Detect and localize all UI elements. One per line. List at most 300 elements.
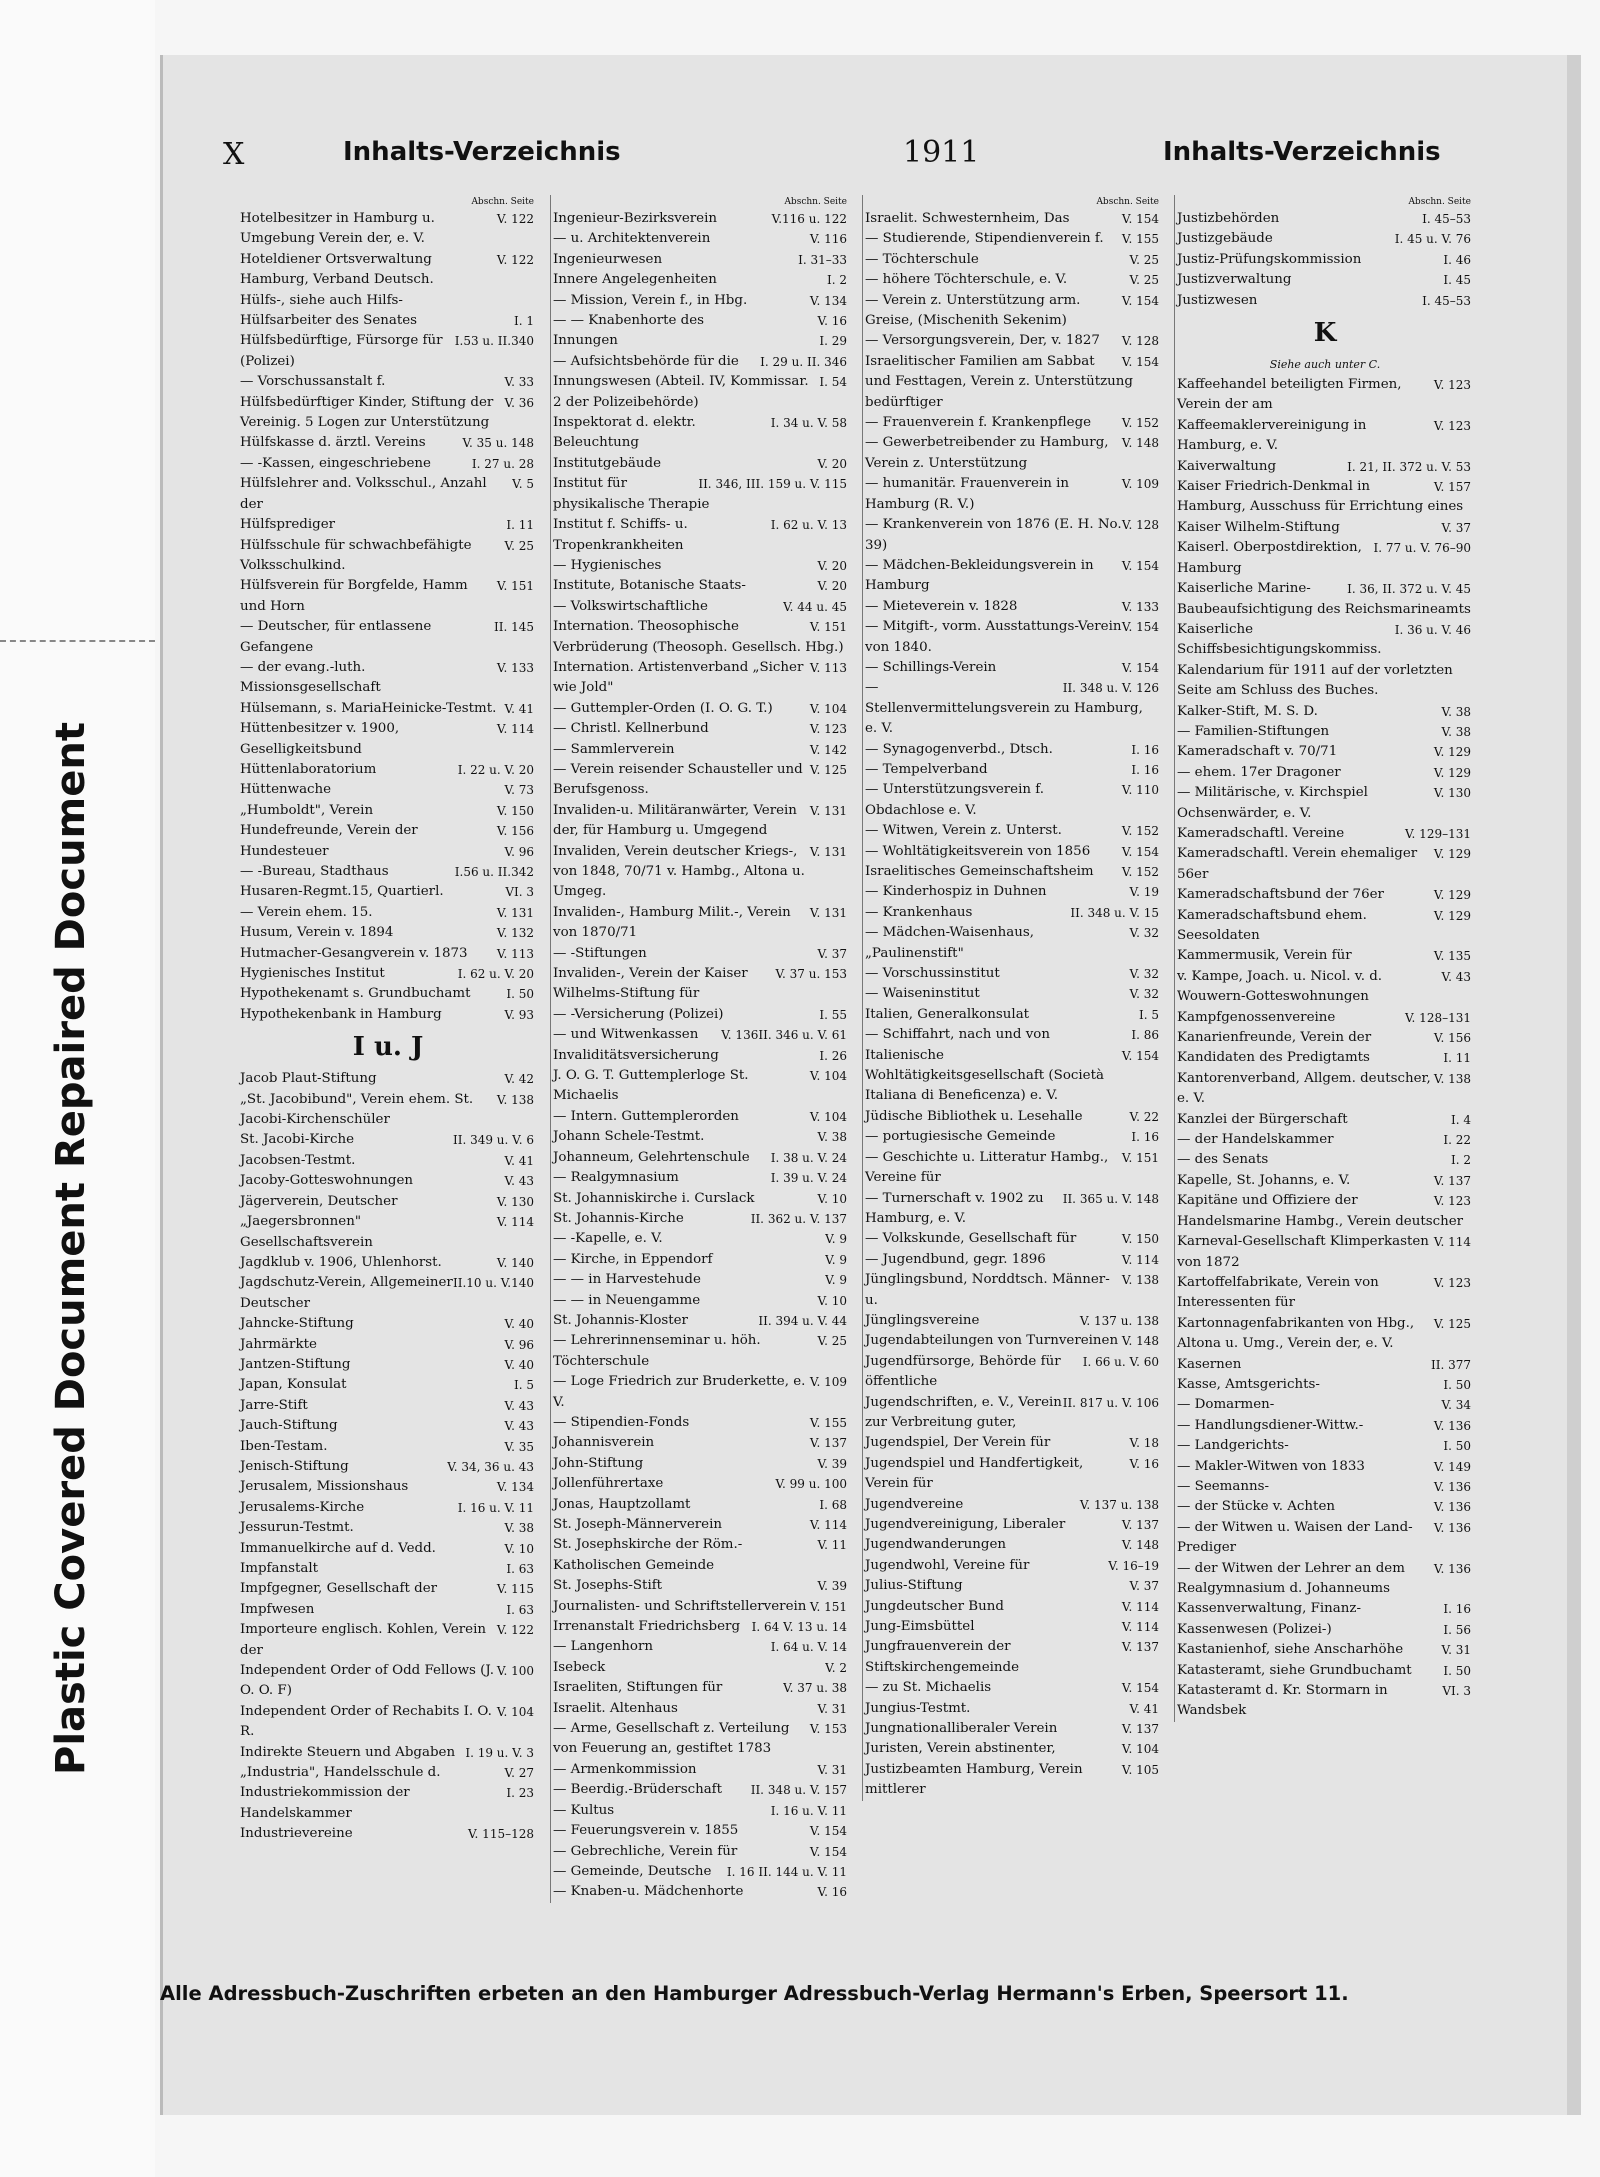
index-entry: [238, 1212, 538, 1253]
index-entry: [1175, 1028, 1475, 1048]
entry-text: Israelitischer Familien am Sabbat und Festtagen, Verein z. Unterstützung bedürftiger: [865, 353, 1133, 410]
page-reference: V. 128: [1121, 334, 1159, 349]
entry-text: — der Stücke v. Achten: [1177, 1499, 1335, 1515]
page-reference: V. 43: [1441, 969, 1471, 984]
entry-text: Journalisten- und Schriftstellerverein: [553, 1598, 807, 1614]
index-entry: [1175, 1232, 1475, 1273]
page-reference: V. 41: [504, 701, 534, 716]
index-entry: [1175, 1130, 1475, 1150]
sidebar: [0, 0, 155, 2177]
page-reference: I. 26: [819, 1048, 847, 1063]
index-entry: [551, 944, 851, 964]
page-reference: V. 37 u. 153: [775, 967, 847, 982]
entry-text: — Gewerbetreibender zu Hamburg, Verein z. Unterstützung: [865, 435, 1109, 471]
page-reference: I. 56: [1443, 1622, 1471, 1637]
page-reference: V. 154: [1121, 1681, 1159, 1696]
page-reference: V. 104: [809, 1109, 847, 1124]
entry-text: Jägerverein, Deutscher: [240, 1193, 398, 1209]
index-entry: [863, 617, 1163, 658]
index-entry: [238, 291, 538, 311]
index-entry: [1175, 620, 1475, 661]
index-entry: [238, 1273, 538, 1314]
entry-text: Kaiverwaltung: [1177, 458, 1277, 474]
column-header: Abschn. Seite: [1408, 197, 1471, 207]
entry-text: Kaffeemaklervereinigung in Hamburg, e. V.: [1177, 417, 1367, 454]
page-reference: II. 817 u. V. 106: [1062, 1395, 1159, 1410]
entry-text: — Langenhorn: [553, 1639, 653, 1655]
index-entry: [551, 352, 851, 372]
page-reference: V. 114: [809, 1518, 847, 1532]
page-reference: I.56 u. II.342: [454, 865, 534, 879]
index-entry: [238, 1743, 538, 1763]
entry-text: Kameradschaftl. Verein ehemaliger 56er: [1177, 846, 1418, 882]
page-reference: I. 36, II. 372 u. V. 45: [1347, 582, 1471, 597]
page-reference: I. 34 u. V. 58: [770, 416, 847, 431]
entry-text: — Stipendien-Fonds: [553, 1414, 690, 1430]
page-reference: V. 154: [1121, 558, 1159, 573]
index-entry: [551, 229, 851, 249]
index-entry: [1175, 1375, 1475, 1395]
entry-text: — — in Harvestehude: [553, 1272, 701, 1288]
index-entry: [1175, 1048, 1475, 1068]
entry-text: — der Handelskammer: [1177, 1132, 1334, 1148]
index-entry: [551, 1005, 851, 1025]
index-entry: [1175, 722, 1475, 742]
page-reference: V. 109: [1121, 477, 1159, 492]
page-reference: V. 114: [1121, 1620, 1159, 1635]
page-reference: I. 50: [1443, 1663, 1471, 1678]
page-reference: I. 22 u. V. 20: [457, 762, 534, 777]
page-reference: I.53 u. II.340: [454, 334, 534, 349]
page-reference: V. 93: [504, 1007, 534, 1022]
index-entry: [863, 1637, 1163, 1678]
entry-text: Immanuelkirche auf d. Vedd.: [240, 1540, 436, 1556]
page-reference: V. 137 u. 138: [1079, 1497, 1159, 1512]
entry-text: Hutmacher-Gesangverein v. 1873: [240, 945, 468, 961]
entry-text: — Handlungsdiener-Wittw.-: [1177, 1417, 1364, 1433]
index-entry: [1175, 1395, 1475, 1415]
index-entry: [1175, 1477, 1475, 1497]
entry-text: — Intern. Guttemplerorden: [553, 1108, 739, 1124]
page-reference: V. 152: [1121, 865, 1159, 879]
entry-text: Jung-Eimsbüttel: [865, 1619, 975, 1635]
page-reference: V. 9: [825, 1232, 847, 1247]
page-reference: I. 62 u. V. 20: [457, 967, 534, 982]
index-entry: [863, 821, 1163, 841]
entry-text: Kantorenverband, Allgem. deutscher, e. V.: [1177, 1070, 1431, 1107]
entry-text: — portugiesische Gemeinde: [865, 1129, 1056, 1145]
index-entry: [863, 923, 1163, 964]
index-entry: [238, 1151, 538, 1171]
entry-text: Hundesteuer: [240, 843, 329, 859]
index-entry: [1175, 783, 1475, 824]
index-entry: [863, 250, 1163, 270]
index-entry: [1175, 1518, 1475, 1559]
index-entry: [551, 1699, 851, 1719]
entry-text: — Waiseninstitut: [865, 986, 980, 1002]
page-reference: V. 38: [1441, 704, 1471, 719]
entry-text: Hülfsverein für Borgfelde, Hamm und Horn: [240, 578, 468, 614]
entry-text: Jacob Plaut-Stiftung: [240, 1071, 377, 1087]
page-reference: V. 43: [504, 1419, 534, 1434]
page-reference: I. 46: [1443, 252, 1471, 267]
index-entry: [863, 658, 1163, 678]
index-entry: [551, 515, 851, 556]
index-entry: [238, 1783, 538, 1824]
page-reference: V. 19: [1129, 885, 1159, 900]
page-reference: V. 38: [504, 1521, 534, 1536]
page-reference: I. 29 u. II. 346: [760, 354, 847, 369]
entry-text: — Mädchen-Waisenhaus, „Paulinenstift": [865, 925, 1035, 961]
index-entry: [551, 740, 851, 760]
entry-text: Indirekte Steuern und Abgaben: [240, 1744, 456, 1760]
page-reference: V. 38: [817, 1130, 847, 1145]
entry-text: — Gebrechliche, Verein für: [553, 1843, 738, 1859]
left-title: Inhalts-Verzeichnis: [343, 137, 621, 167]
entry-text: Hüttenwache: [240, 782, 332, 798]
page-reference: V. 125: [1433, 1316, 1471, 1331]
page-reference: V. 137 u. 138: [1079, 1313, 1159, 1328]
page-reference: V. 114: [1433, 1235, 1471, 1250]
index-entry: [551, 474, 851, 515]
page-reference: V. 148: [1121, 1334, 1159, 1349]
entry-text: Jungius-Testmt.: [865, 1700, 971, 1716]
entry-text: Husaren-Regmt.15, Quartierl.: [240, 884, 444, 900]
entry-text: Impfanstalt: [240, 1561, 319, 1576]
page-reference: II. 349 u. V. 6: [452, 1133, 534, 1148]
index-entry: [551, 1597, 851, 1617]
entry-text: — Verein z. Unterstützung arm. Greise, (Mischenith Sekenim): [865, 292, 1081, 329]
index-entry: [551, 1474, 851, 1494]
index-entry: [551, 1046, 851, 1066]
index-column: [1174, 195, 1475, 1722]
entry-text: Kameradschaftsbund der 76er: [1177, 887, 1384, 903]
entry-text: Isebeck: [553, 1659, 606, 1675]
entry-text: Independent Order of Rechabits I. O. R.: [240, 1703, 492, 1740]
page-reference: V. 42: [504, 1072, 534, 1087]
page-reference: II. 362 u. V. 137: [750, 1211, 847, 1226]
entry-text: Jünglingsbund, Norddtsch. Männer- u.: [865, 1272, 1110, 1308]
index-entry: [238, 842, 538, 862]
entry-text: — Deutscher, für entlassene Gefangene: [240, 619, 432, 655]
entry-text: — Geschichte u. Litteratur Hambg., Vereine für: [865, 1149, 1109, 1186]
page-reference: I. 86: [1131, 1028, 1159, 1043]
entry-text: — Schillings-Verein: [865, 659, 997, 675]
index-entry: [238, 944, 538, 964]
entry-text: Invaliden-, Hamburg Milit.-, Verein von 1870/71: [553, 904, 791, 941]
page-reference: V. 122: [496, 212, 534, 226]
index-entry: [238, 1661, 538, 1702]
entry-text: Jenisch-Stiftung: [240, 1458, 349, 1474]
entry-text: Kalker-Stift, M. S. D.: [1177, 703, 1318, 719]
entry-text: — Kirche, in Eppendorf: [553, 1251, 713, 1267]
index-entry: [1175, 1661, 1475, 1681]
entry-text: Johannisverein: [553, 1435, 655, 1451]
entry-text: — Landgerichts-: [1177, 1438, 1289, 1454]
entry-text: Kammermusik, Verein für: [1177, 948, 1352, 964]
page-reference: I. 39 u. V. 24: [770, 1171, 847, 1186]
entry-text: — Verein reisender Schausteller und Berufsgenoss.: [553, 761, 803, 798]
entry-text: Jugendschriften, e. V., Verein zur Verbreitung guter,: [865, 1394, 1062, 1430]
index-entry: [551, 1719, 851, 1760]
index-entry: [1175, 1416, 1475, 1436]
page-reference: V. 122: [496, 1623, 534, 1638]
page-reference: V. 136: [1433, 1520, 1471, 1535]
entry-text: Kapitäne und Offiziere der Handelsmarine Hambg., Verein deutscher: [1177, 1193, 1464, 1229]
page-reference: V. 39: [817, 1456, 847, 1471]
page-reference: V. 35: [504, 1439, 534, 1454]
index-entry: [238, 1477, 538, 1497]
index-entry: [238, 760, 538, 780]
page-reference: V. 100: [496, 1664, 534, 1679]
page-reference: V. 114: [1121, 1252, 1159, 1267]
page-reference: I. 4: [1450, 1112, 1471, 1127]
index-entry: [863, 433, 1163, 474]
entry-text: Jugendwohl, Vereine für: [865, 1557, 1030, 1573]
page-reference: II. 348 u. V. 126: [1062, 681, 1159, 696]
page-reference: V. 154: [809, 1824, 847, 1839]
page-reference: V. 156: [496, 824, 534, 839]
index-entry: [551, 1576, 851, 1596]
entry-text: — Krankenhaus: [865, 904, 973, 920]
page-reference: V. 38: [1441, 724, 1471, 739]
entry-text: — Makler-Witwen von 1833: [1177, 1458, 1365, 1474]
page-reference: I. 54: [819, 375, 847, 390]
entry-text: — Mieteverein v. 1828: [865, 598, 1018, 614]
entry-text: Iben-Testam.: [240, 1438, 328, 1454]
page-reference: V. 131: [809, 803, 847, 818]
page-reference: V. 115: [496, 1582, 534, 1597]
index-entry: [238, 882, 538, 902]
page-reference: V. 37: [1129, 1579, 1159, 1594]
index-entry: [863, 270, 1163, 290]
page-reference: I. 45: [1443, 273, 1471, 288]
entry-text: — Hygienisches: [553, 557, 662, 573]
page-reference: V. 129: [1433, 908, 1471, 923]
entry-text: Kameradschaftsbund ehem. Seesoldaten: [1177, 907, 1367, 943]
index-entry: [238, 862, 538, 882]
page-reference: I. 29: [819, 334, 847, 349]
entry-text: — Krankenverein von 1876 (E. H. No. 39): [865, 517, 1122, 553]
page-reference: V. 138: [496, 1092, 534, 1107]
index-entry: [863, 1433, 1163, 1453]
index-entry: [1175, 229, 1475, 249]
index-entry: [551, 1209, 851, 1229]
index-entry: [238, 393, 538, 434]
entry-text: Kartonnagenfabrikanten von Hbg., Altona u. Umg., Verein der, e. V.: [1177, 1315, 1415, 1352]
entry-text: Ingenieurwesen: [553, 251, 663, 267]
index-entry: [863, 229, 1163, 249]
entry-text: Italien, Generalkonsulat: [865, 1006, 1030, 1022]
index-entry: [863, 1005, 1163, 1025]
page-reference: V. 114: [496, 722, 534, 737]
entry-text: Johanneum, Gelehrtenschule: [553, 1149, 750, 1165]
page-reference: V. 40: [504, 1317, 534, 1332]
page-reference: V. 134: [809, 293, 847, 308]
page-reference: V. 151: [809, 1599, 847, 1614]
page-reference: V. 152: [1121, 416, 1159, 431]
page-reference: V. 96: [504, 1337, 534, 1352]
entry-text: — der Witwen u. Waisen der Land-Prediger: [1177, 1519, 1413, 1556]
page-reference: II. 348 u. V. 15: [1070, 905, 1159, 920]
index-entry: [551, 903, 851, 944]
entry-text: Independent Order of Odd Fellows (J. O. O. F): [240, 1663, 494, 1699]
page-reference: V. 129–131: [1404, 826, 1471, 841]
entry-text: — Schiffahrt, nach und von: [865, 1027, 1050, 1043]
entry-text: — Mission, Verein f., in Hbg.: [553, 292, 748, 308]
entry-text: Juristen, Verein abstinenter,: [865, 1741, 1056, 1757]
entry-text: Hypothekenbank in Hamburg: [240, 1006, 442, 1022]
page-reference: V. 44 u. 45: [783, 599, 847, 614]
index-entry: [863, 291, 1163, 332]
page-reference: V. 32: [1129, 967, 1159, 982]
entry-text: — Lehrerinnenseminar u. höh. Töchterschule: [553, 1333, 761, 1369]
entry-text: Israelit. Altenhaus: [553, 1700, 678, 1716]
index-entry: [238, 1702, 538, 1743]
index-entry: [551, 331, 851, 351]
page-reference: V. 34: [1441, 1398, 1471, 1413]
page-reference: V. 109: [809, 1375, 847, 1390]
index-entry: [551, 270, 851, 290]
page-reference: V. 154: [1121, 620, 1159, 635]
entry-text: — Vorschussinstitut: [865, 966, 1000, 982]
page-reference: V. 131: [496, 905, 534, 920]
index-entry: [1175, 477, 1475, 518]
page-reference: I. 50: [1443, 1377, 1471, 1392]
page-reference: V. 136: [721, 1028, 759, 1043]
page-reference: V. 131: [809, 905, 847, 920]
entry-text: — Mädchen-Bekleidungsverein in Hamburg: [865, 557, 1094, 594]
page-reference: V. 136: [1433, 1479, 1471, 1494]
page-reference: V. 25: [1129, 273, 1159, 288]
index-entry: [238, 903, 538, 923]
index-entry: [238, 801, 538, 821]
entry-text: Jantzen-Stiftung: [240, 1356, 351, 1372]
cut-line: [0, 640, 155, 642]
page-reference: I. 68: [819, 1497, 847, 1512]
index-entry: [238, 372, 538, 392]
index-column: [550, 195, 851, 1903]
page-reference: V. 34, 36 u. 43: [447, 1459, 534, 1474]
entry-text: Kampfgenossenvereine: [1177, 1009, 1336, 1025]
page-reference: V. 35 u. 148: [462, 436, 534, 451]
footer-notice: Alle Adressbuch-Zuschriften erbeten an den Hamburger Adressbuch-Verlag Hermann's Erben, Speersort 11.: [160, 1982, 1349, 2005]
entry-text: Kassenverwaltung, Finanz-: [1177, 1601, 1361, 1617]
page-reference: I. 16: [1131, 1130, 1159, 1145]
page-reference: V. 11: [817, 1538, 847, 1553]
entry-text: — Kultus: [553, 1802, 615, 1818]
page-reference: V. 20: [817, 558, 847, 573]
index-entry: [1175, 967, 1475, 1008]
index-entry: [1175, 1559, 1475, 1600]
page-reference: V. 22: [1129, 1109, 1159, 1124]
entry-text: — Familien-Stiftungen: [1177, 723, 1330, 739]
index-entry: [863, 209, 1163, 229]
section-note: Siehe auch unter C.: [1269, 358, 1381, 372]
index-entry: [551, 1433, 851, 1453]
index-entry: [238, 1314, 538, 1334]
index-entry: [1175, 270, 1475, 290]
page-reference: I. 62 u. V. 13: [770, 518, 847, 533]
index-entry: [1175, 1191, 1475, 1232]
index-entry: [238, 1620, 538, 1661]
page-reference: V. 149: [1433, 1459, 1471, 1474]
index-entry: [863, 515, 1163, 556]
entry-text: — des Senats: [1177, 1152, 1269, 1168]
page-reference: V. 18: [1129, 1436, 1159, 1451]
page-reference: V. 40: [504, 1357, 534, 1372]
page-reference: V. 150: [496, 803, 534, 818]
index-entry: [863, 984, 1163, 1004]
entry-text: Hülfsarbeiter des Senates: [240, 313, 418, 329]
page-reference: I. 50: [506, 987, 534, 1002]
entry-text: Kanzlei der Bürgerschaft: [1177, 1111, 1348, 1127]
index-entry: [551, 658, 851, 699]
entry-text: — Witwen, Verein z. Unterst.: [865, 823, 1062, 839]
entry-text: Jagdschutz-Verein, Allgemeiner Deutscher: [240, 1275, 453, 1311]
page-reference: V. 131: [809, 844, 847, 859]
entry-text: — Volkskunde, Gesellschaft für: [865, 1231, 1077, 1247]
entry-text: — Arme, Gesellschaft z. Verteilung von Feuerung an, gestiftet 1783: [553, 1721, 790, 1757]
entry-text: Justizwesen: [1177, 292, 1258, 308]
index-entry: [1175, 946, 1475, 966]
index-entry: [863, 1025, 1163, 1045]
index-entry: [863, 1229, 1163, 1249]
index-entry: [238, 1005, 538, 1025]
entry-text: Invaliden-, Verein der Kaiser Wilhelms-Stiftung für: [553, 966, 748, 1002]
entry-text: — Guttempler-Orden (I. O. G. T.): [553, 700, 773, 716]
index-entry: [551, 311, 851, 331]
entry-text: Jauch-Stiftung: [240, 1418, 338, 1434]
index-columns: [238, 195, 1478, 1965]
page-reference: V. 104: [809, 1069, 847, 1084]
index-entry: [551, 1780, 851, 1800]
entry-text: Israelit. Schwesternheim, Das: [865, 211, 1070, 226]
index-entry: [238, 576, 538, 617]
entry-text: „Humboldt", Verein: [240, 802, 374, 818]
entry-text: Jerusalem, Missionshaus: [240, 1479, 409, 1495]
index-entry: [863, 1617, 1163, 1637]
index-entry: [238, 1457, 538, 1477]
entry-text: Industriekommission der Handelskammer: [240, 1785, 410, 1821]
page-reference: I. 64 V. 13 u. 14: [751, 1620, 847, 1635]
entry-text: — Stellenvermittelungsverein zu Hamburg, e. V.: [865, 680, 1143, 737]
index-entry: [863, 1535, 1163, 1555]
index-entry: [863, 842, 1163, 862]
entry-text: Justiz-Prüfungskommission: [1177, 251, 1362, 267]
index-entry: [1175, 1497, 1475, 1517]
page-header: [223, 137, 1483, 177]
entry-text: — zu St. Michaelis: [865, 1680, 992, 1696]
page-reference: V. 128–131: [1404, 1010, 1471, 1025]
entry-text: Kaiserliche Schiffsbesichtigungskommiss.: [1177, 621, 1382, 658]
page-reference: V. 157: [1433, 480, 1471, 495]
entry-text: Hundefreunde, Verein der: [240, 823, 418, 839]
entry-text: Hygienisches Institut: [240, 966, 385, 982]
page-reference: V. 25: [817, 1334, 847, 1349]
page-reference: V. 142: [809, 742, 847, 757]
page-reference: V. 37 u. 38: [783, 1681, 847, 1696]
page-reference: V. 129: [1433, 745, 1471, 760]
index-entry: [551, 1066, 851, 1107]
entry-text: — Christl. Kellnerbund: [553, 721, 709, 737]
index-entry: [238, 433, 538, 453]
index-entry: [1175, 1640, 1475, 1660]
page-reference: V. 130: [1433, 786, 1471, 801]
index-entry: [1175, 291, 1475, 311]
year: 1911: [903, 135, 980, 170]
page-reference: V. 41: [1129, 1701, 1159, 1716]
